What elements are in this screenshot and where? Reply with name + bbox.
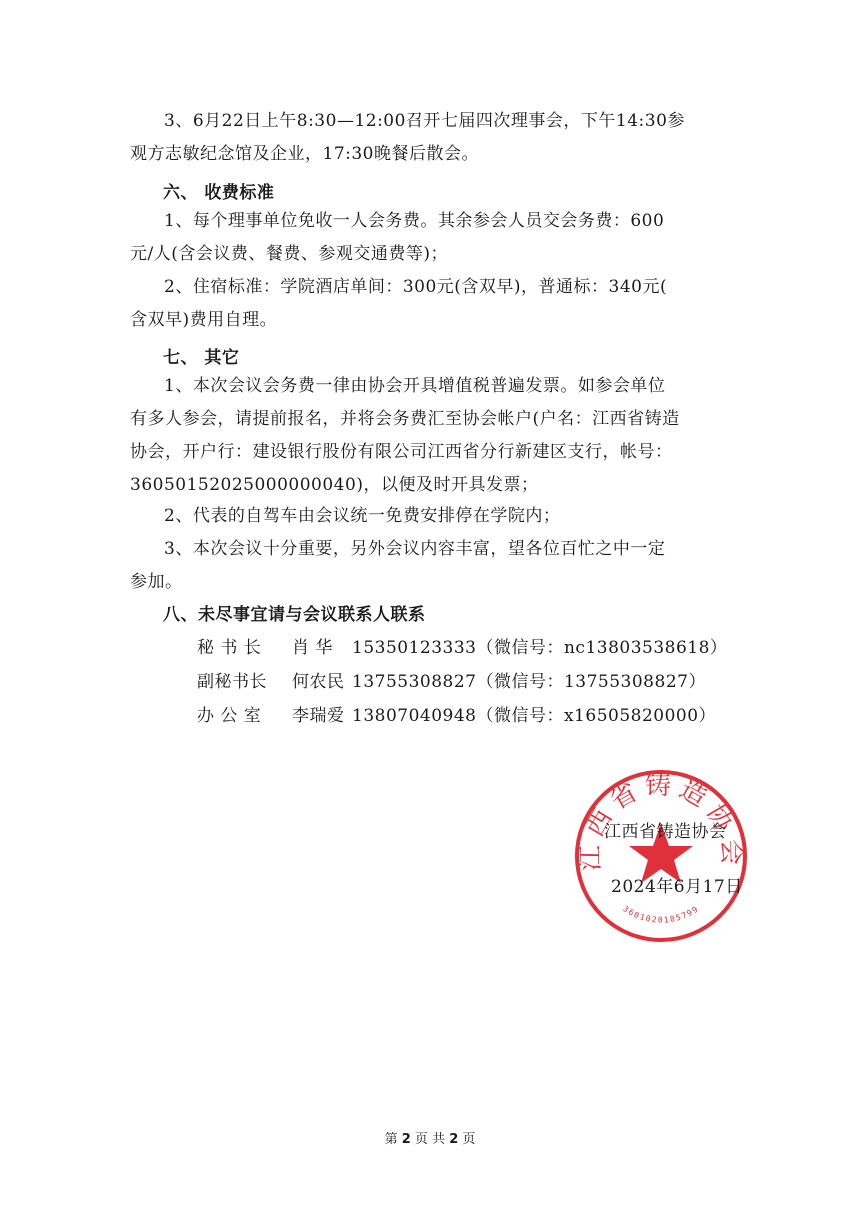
footer-total-pages: 2 <box>449 1132 459 1147</box>
section6-p1 <box>130 205 764 238</box>
section7-p3-line1: 3、本次会议十分重要，另外会议内容丰富，望各位百忙之中一定 <box>164 539 666 559</box>
section7-p1-line3: 协会，开户行：建设银行股份有限公司江西省分行新建区支行，帐号： <box>130 442 673 462</box>
item3-line2: 观方志敏纪念馆及企业，17:30晚餐后散会。 <box>130 144 479 164</box>
seal-number: 3601020185799 <box>621 904 701 925</box>
section7-p1-cont <box>130 403 730 502</box>
seal-text: 江西省铸造协会 <box>575 771 747 872</box>
section7-p3-line2: 参加。 <box>130 572 183 592</box>
section7-p2 <box>130 500 764 533</box>
footer-suffix: 页 <box>462 1132 476 1147</box>
contact-title: 办 公 室 <box>197 706 262 726</box>
contact-name: 李瑞爱 <box>292 706 345 726</box>
section6-p2-line1: 2、住宿标准：学院酒店单间：300元(含双早)，普通标：340元( <box>164 277 668 297</box>
footer-prefix: 第 <box>384 1132 398 1147</box>
page-footer <box>0 1128 860 1147</box>
contact-row <box>197 633 727 658</box>
section7-p2-line: 2、代表的自驾车由会议统一免费安排停在学院内； <box>164 506 561 526</box>
contact-title: 秘 书 长 <box>197 638 262 658</box>
contact-info: 13807040948（微信号：x16505820000） <box>352 706 717 726</box>
section6-p2-line2: 含双早)费用自理。 <box>130 310 278 330</box>
footer-current-page: 2 <box>401 1132 411 1147</box>
contact-info: 13755308827（微信号：13755308827） <box>352 672 706 692</box>
item3-paragraph <box>130 105 764 138</box>
contact-name: 肖 华 <box>292 638 333 658</box>
section6-p1-line2: 元/人(含会议费、餐费、参观交通费等)； <box>130 244 448 264</box>
section7-p1-line2: 有多人参会，请提前报名，并将会务费汇至协会帐户(户名：江西省铸造 <box>130 409 680 429</box>
contact-row <box>197 701 716 726</box>
item3-line1: 3、6月22日上午8:30—12:00召开七届四次理事会，下午14:30参 <box>164 111 685 131</box>
section7-p3-cont <box>130 566 730 599</box>
section6-p1-line1: 1、每个理事单位免收一人会务费。其余参会人员交会务费：600 <box>164 211 665 231</box>
section6-p2 <box>130 271 764 304</box>
contact-title: 副秘书长 <box>197 672 267 692</box>
signature-date: 2024年6月17日 <box>611 877 743 897</box>
section7-heading: 七、 其它 <box>163 348 240 368</box>
contact-info: 15350123333（微信号：nc13803538618） <box>352 638 728 658</box>
section6-heading: 六、 收费标准 <box>163 183 275 203</box>
section8-heading: 八、未尽事宜请与会议联系人联系 <box>163 605 426 625</box>
contact-name: 何农民 <box>292 672 345 692</box>
item3-paragraph-cont <box>130 138 730 171</box>
section7-p1 <box>130 370 764 403</box>
section7-p3 <box>130 533 764 566</box>
section6-p1-cont <box>130 238 730 271</box>
section7-p1-line4: 36050152025000000040)，以便及时开具发票； <box>130 475 539 495</box>
signature-org: 江西省铸造协会 <box>604 822 727 842</box>
section6-p2-cont <box>130 304 730 337</box>
section7-p1-line1: 1、本次会议会务费一律由协会开具增值税普遍发票。如参会单位 <box>164 376 666 396</box>
contact-row <box>197 667 706 692</box>
footer-mid: 页 共 <box>414 1132 446 1147</box>
official-seal <box>573 768 749 944</box>
